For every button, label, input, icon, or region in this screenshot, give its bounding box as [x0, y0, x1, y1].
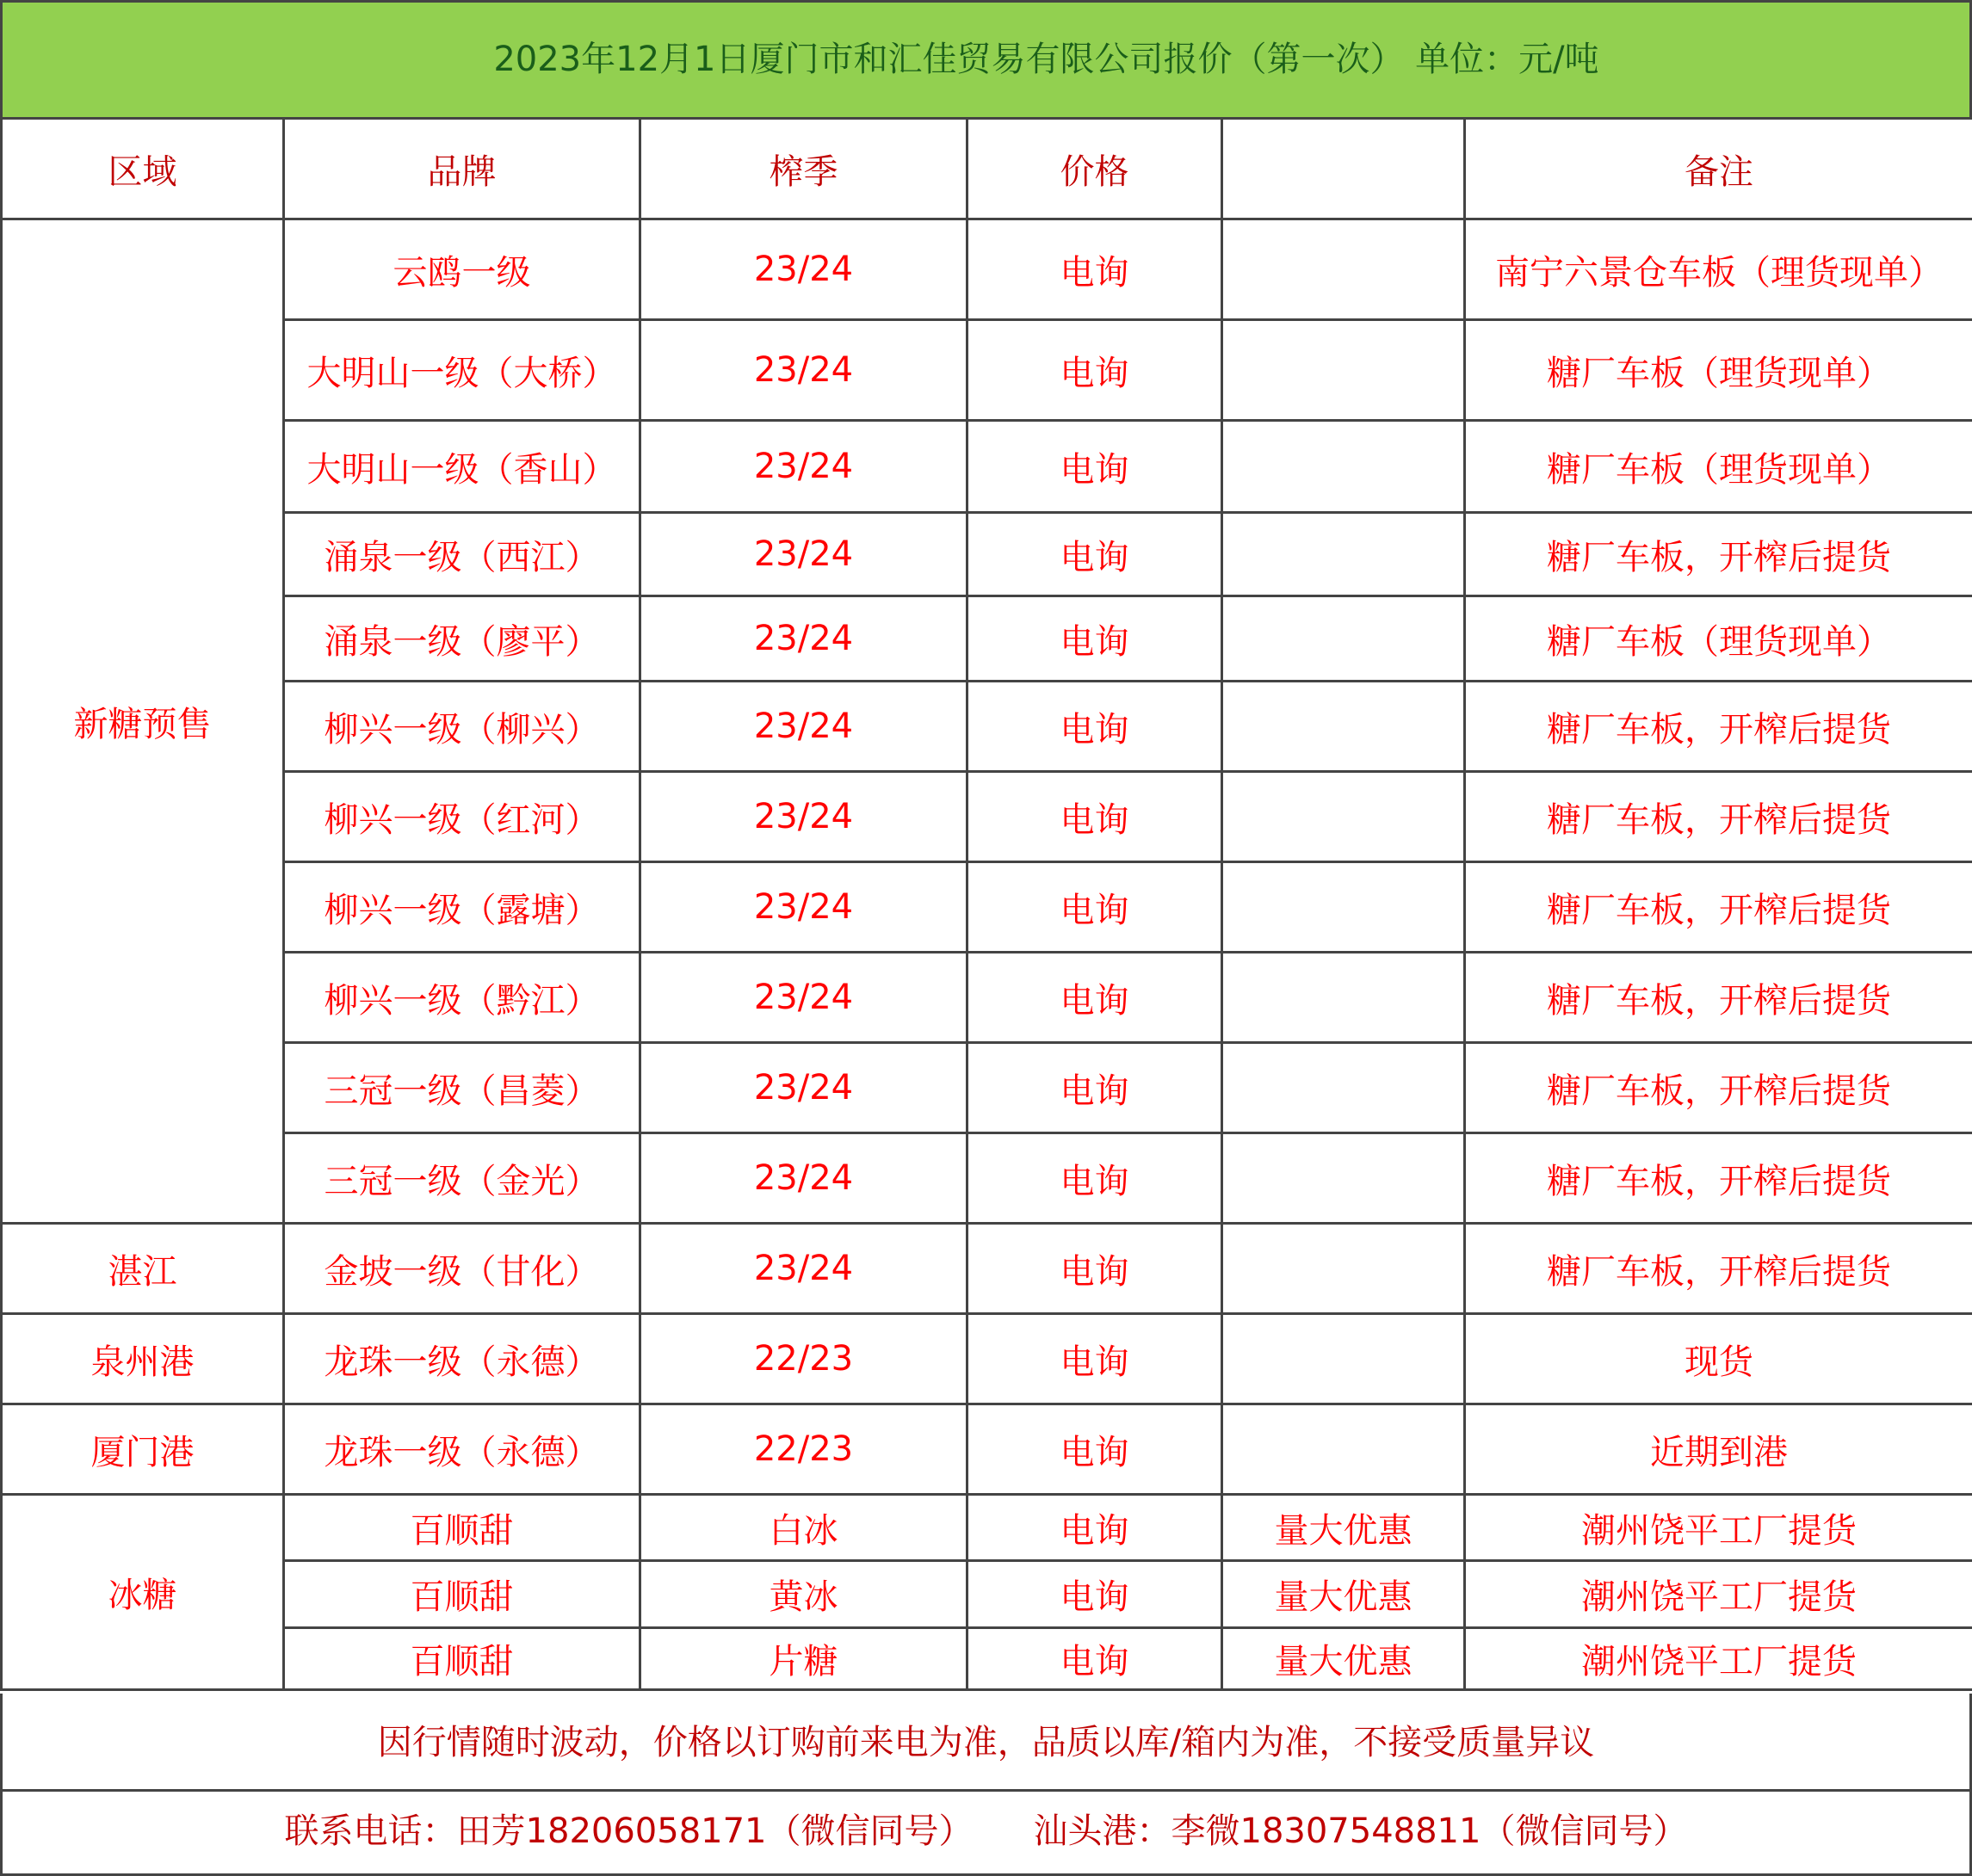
extra-cell — [1222, 1314, 1465, 1404]
note-cell: 近期到港 — [1465, 1404, 1972, 1495]
brand-cell: 龙珠一级（永德） — [284, 1314, 640, 1404]
notice-text: 因行情随时波动，价格以订购前来电为准，品质以库/箱内为准，不接受质量异议 — [0, 1694, 1972, 1792]
brand-cell: 柳兴一级（红河） — [284, 772, 640, 862]
note-cell: 糖厂车板（理货现单） — [1465, 320, 1972, 421]
brand-cell: 百顺甜 — [284, 1495, 640, 1561]
header-extra — [1222, 119, 1465, 219]
table-row — [2, 1628, 1972, 1690]
brand-cell: 百顺甜 — [284, 1561, 640, 1628]
note-cell: 潮州饶平工厂提货 — [1465, 1628, 1972, 1690]
brand-cell: 龙珠一级（永德） — [284, 1404, 640, 1495]
page-title: 2023年12月1日厦门市和汇佳贸易有限公司报价（第一次） 单位：元/吨 — [493, 40, 1599, 79]
table-row — [2, 1043, 1972, 1133]
season-cell: 23/24 — [640, 513, 967, 596]
price-cell: 电询 — [967, 421, 1222, 513]
brand-cell: 大明山一级（大桥） — [284, 320, 640, 421]
note-cell: 南宁六景仓车板（理货现单） — [1465, 219, 1972, 320]
season-cell: 23/24 — [640, 1043, 967, 1133]
region-cell: 新糖预售 — [2, 219, 284, 1224]
brand-cell: 柳兴一级（露塘） — [284, 862, 640, 953]
brand-cell: 金坡一级（甘化） — [284, 1224, 640, 1314]
season-cell: 23/24 — [640, 772, 967, 862]
note-cell: 潮州饶平工厂提货 — [1465, 1561, 1972, 1628]
note-cell: 糖厂车板，开榨后提货 — [1465, 1043, 1972, 1133]
table-row — [2, 320, 1972, 421]
season-cell: 23/24 — [640, 596, 967, 682]
table-row — [2, 1133, 1972, 1224]
extra-cell — [1222, 1404, 1465, 1495]
brand-cell: 柳兴一级（黔江） — [284, 953, 640, 1043]
brand-cell: 涌泉一级（廖平） — [284, 596, 640, 682]
extra-cell — [1222, 513, 1465, 596]
brand-cell: 三冠一级（昌菱） — [284, 1043, 640, 1133]
table-row — [2, 1404, 1972, 1495]
extra-cell: 量大优惠 — [1222, 1495, 1465, 1561]
season-cell: 23/24 — [640, 1133, 967, 1224]
note-cell: 糖厂车板，开榨后提货 — [1465, 682, 1972, 772]
table-row — [2, 1561, 1972, 1628]
extra-cell — [1222, 1224, 1465, 1314]
price-cell: 电询 — [967, 1495, 1222, 1561]
price-table-body — [2, 119, 1972, 1690]
price-cell: 电询 — [967, 1314, 1222, 1404]
season-cell: 白冰 — [640, 1495, 967, 1561]
table-row — [2, 953, 1972, 1043]
note-cell: 糖厂车板，开榨后提货 — [1465, 1224, 1972, 1314]
season-cell: 22/23 — [640, 1314, 967, 1404]
season-cell: 23/24 — [640, 320, 967, 421]
table-row — [2, 1495, 1972, 1561]
brand-cell: 涌泉一级（西江） — [284, 513, 640, 596]
header-brand: 品牌 — [284, 119, 640, 219]
table-header-row — [2, 119, 1972, 219]
season-cell: 23/24 — [640, 421, 967, 513]
extra-cell — [1222, 219, 1465, 320]
extra-cell — [1222, 320, 1465, 421]
price-cell: 电询 — [967, 513, 1222, 596]
season-cell: 片糖 — [640, 1628, 967, 1690]
brand-cell: 大明山一级（香山） — [284, 421, 640, 513]
table-row — [2, 219, 1972, 320]
table-row — [2, 1224, 1972, 1314]
table-row — [2, 682, 1972, 772]
season-cell: 22/23 — [640, 1404, 967, 1495]
region-cell: 泉州港 — [2, 1314, 284, 1404]
contact-line — [0, 1792, 1972, 1876]
table-row — [2, 862, 1972, 953]
season-cell: 23/24 — [640, 682, 967, 772]
price-cell: 电询 — [967, 1628, 1222, 1690]
extra-cell — [1222, 596, 1465, 682]
price-cell: 电询 — [967, 1224, 1222, 1314]
extra-cell — [1222, 1133, 1465, 1224]
price-cell: 电询 — [967, 1561, 1222, 1628]
price-cell: 电询 — [967, 682, 1222, 772]
price-cell: 电询 — [967, 1133, 1222, 1224]
contact-phone: 联系电话：田芳18206058171（微信同号） — [284, 1811, 974, 1851]
header-region: 区域 — [2, 119, 284, 219]
price-cell: 电询 — [967, 596, 1222, 682]
table-row — [2, 772, 1972, 862]
table-row — [2, 1314, 1972, 1404]
region-cell: 冰糖 — [2, 1495, 284, 1690]
price-cell: 电询 — [967, 1043, 1222, 1133]
season-cell: 23/24 — [640, 953, 967, 1043]
note-cell: 潮州饶平工厂提货 — [1465, 1495, 1972, 1561]
price-cell: 电询 — [967, 320, 1222, 421]
note-cell: 糖厂车板（理货现单） — [1465, 421, 1972, 513]
table-row — [2, 421, 1972, 513]
extra-cell — [1222, 862, 1465, 953]
brand-cell: 三冠一级（金光） — [284, 1133, 640, 1224]
extra-cell: 量大优惠 — [1222, 1561, 1465, 1628]
note-cell: 糖厂车板，开榨后提货 — [1465, 1133, 1972, 1224]
price-table — [0, 117, 1972, 1691]
extra-cell — [1222, 682, 1465, 772]
region-cell: 厦门港 — [2, 1404, 284, 1495]
header-note: 备注 — [1465, 119, 1972, 219]
table-row — [2, 596, 1972, 682]
extra-cell — [1222, 1043, 1465, 1133]
price-cell: 电询 — [967, 953, 1222, 1043]
season-cell: 23/24 — [640, 219, 967, 320]
extra-cell: 量大优惠 — [1222, 1628, 1465, 1690]
brand-cell: 百顺甜 — [284, 1628, 640, 1690]
extra-cell — [1222, 772, 1465, 862]
note-cell: 糖厂车板（理货现单） — [1465, 596, 1972, 682]
note-cell: 糖厂车板，开榨后提货 — [1465, 953, 1972, 1043]
extra-cell — [1222, 421, 1465, 513]
note-cell: 糖厂车板，开榨后提货 — [1465, 513, 1972, 596]
price-cell: 电询 — [967, 219, 1222, 320]
note-cell: 糖厂车板，开榨后提货 — [1465, 862, 1972, 953]
season-cell: 23/24 — [640, 862, 967, 953]
price-cell: 电询 — [967, 772, 1222, 862]
region-cell: 湛江 — [2, 1224, 284, 1314]
brand-cell: 柳兴一级（柳兴） — [284, 682, 640, 772]
extra-cell — [1222, 953, 1465, 1043]
table-row — [2, 513, 1972, 596]
note-cell: 糖厂车板，开榨后提货 — [1465, 772, 1972, 862]
header-price: 价格 — [967, 119, 1222, 219]
note-cell: 现货 — [1465, 1314, 1972, 1404]
price-cell: 电询 — [967, 1404, 1222, 1495]
season-cell: 黄冰 — [640, 1561, 967, 1628]
brand-cell: 云鸥一级 — [284, 219, 640, 320]
header-season: 榨季 — [640, 119, 967, 219]
contact-shantou: 汕头港：李微18307548811（微信同号） — [1033, 1811, 1688, 1851]
price-cell: 电询 — [967, 862, 1222, 953]
season-cell: 23/24 — [640, 1224, 967, 1314]
